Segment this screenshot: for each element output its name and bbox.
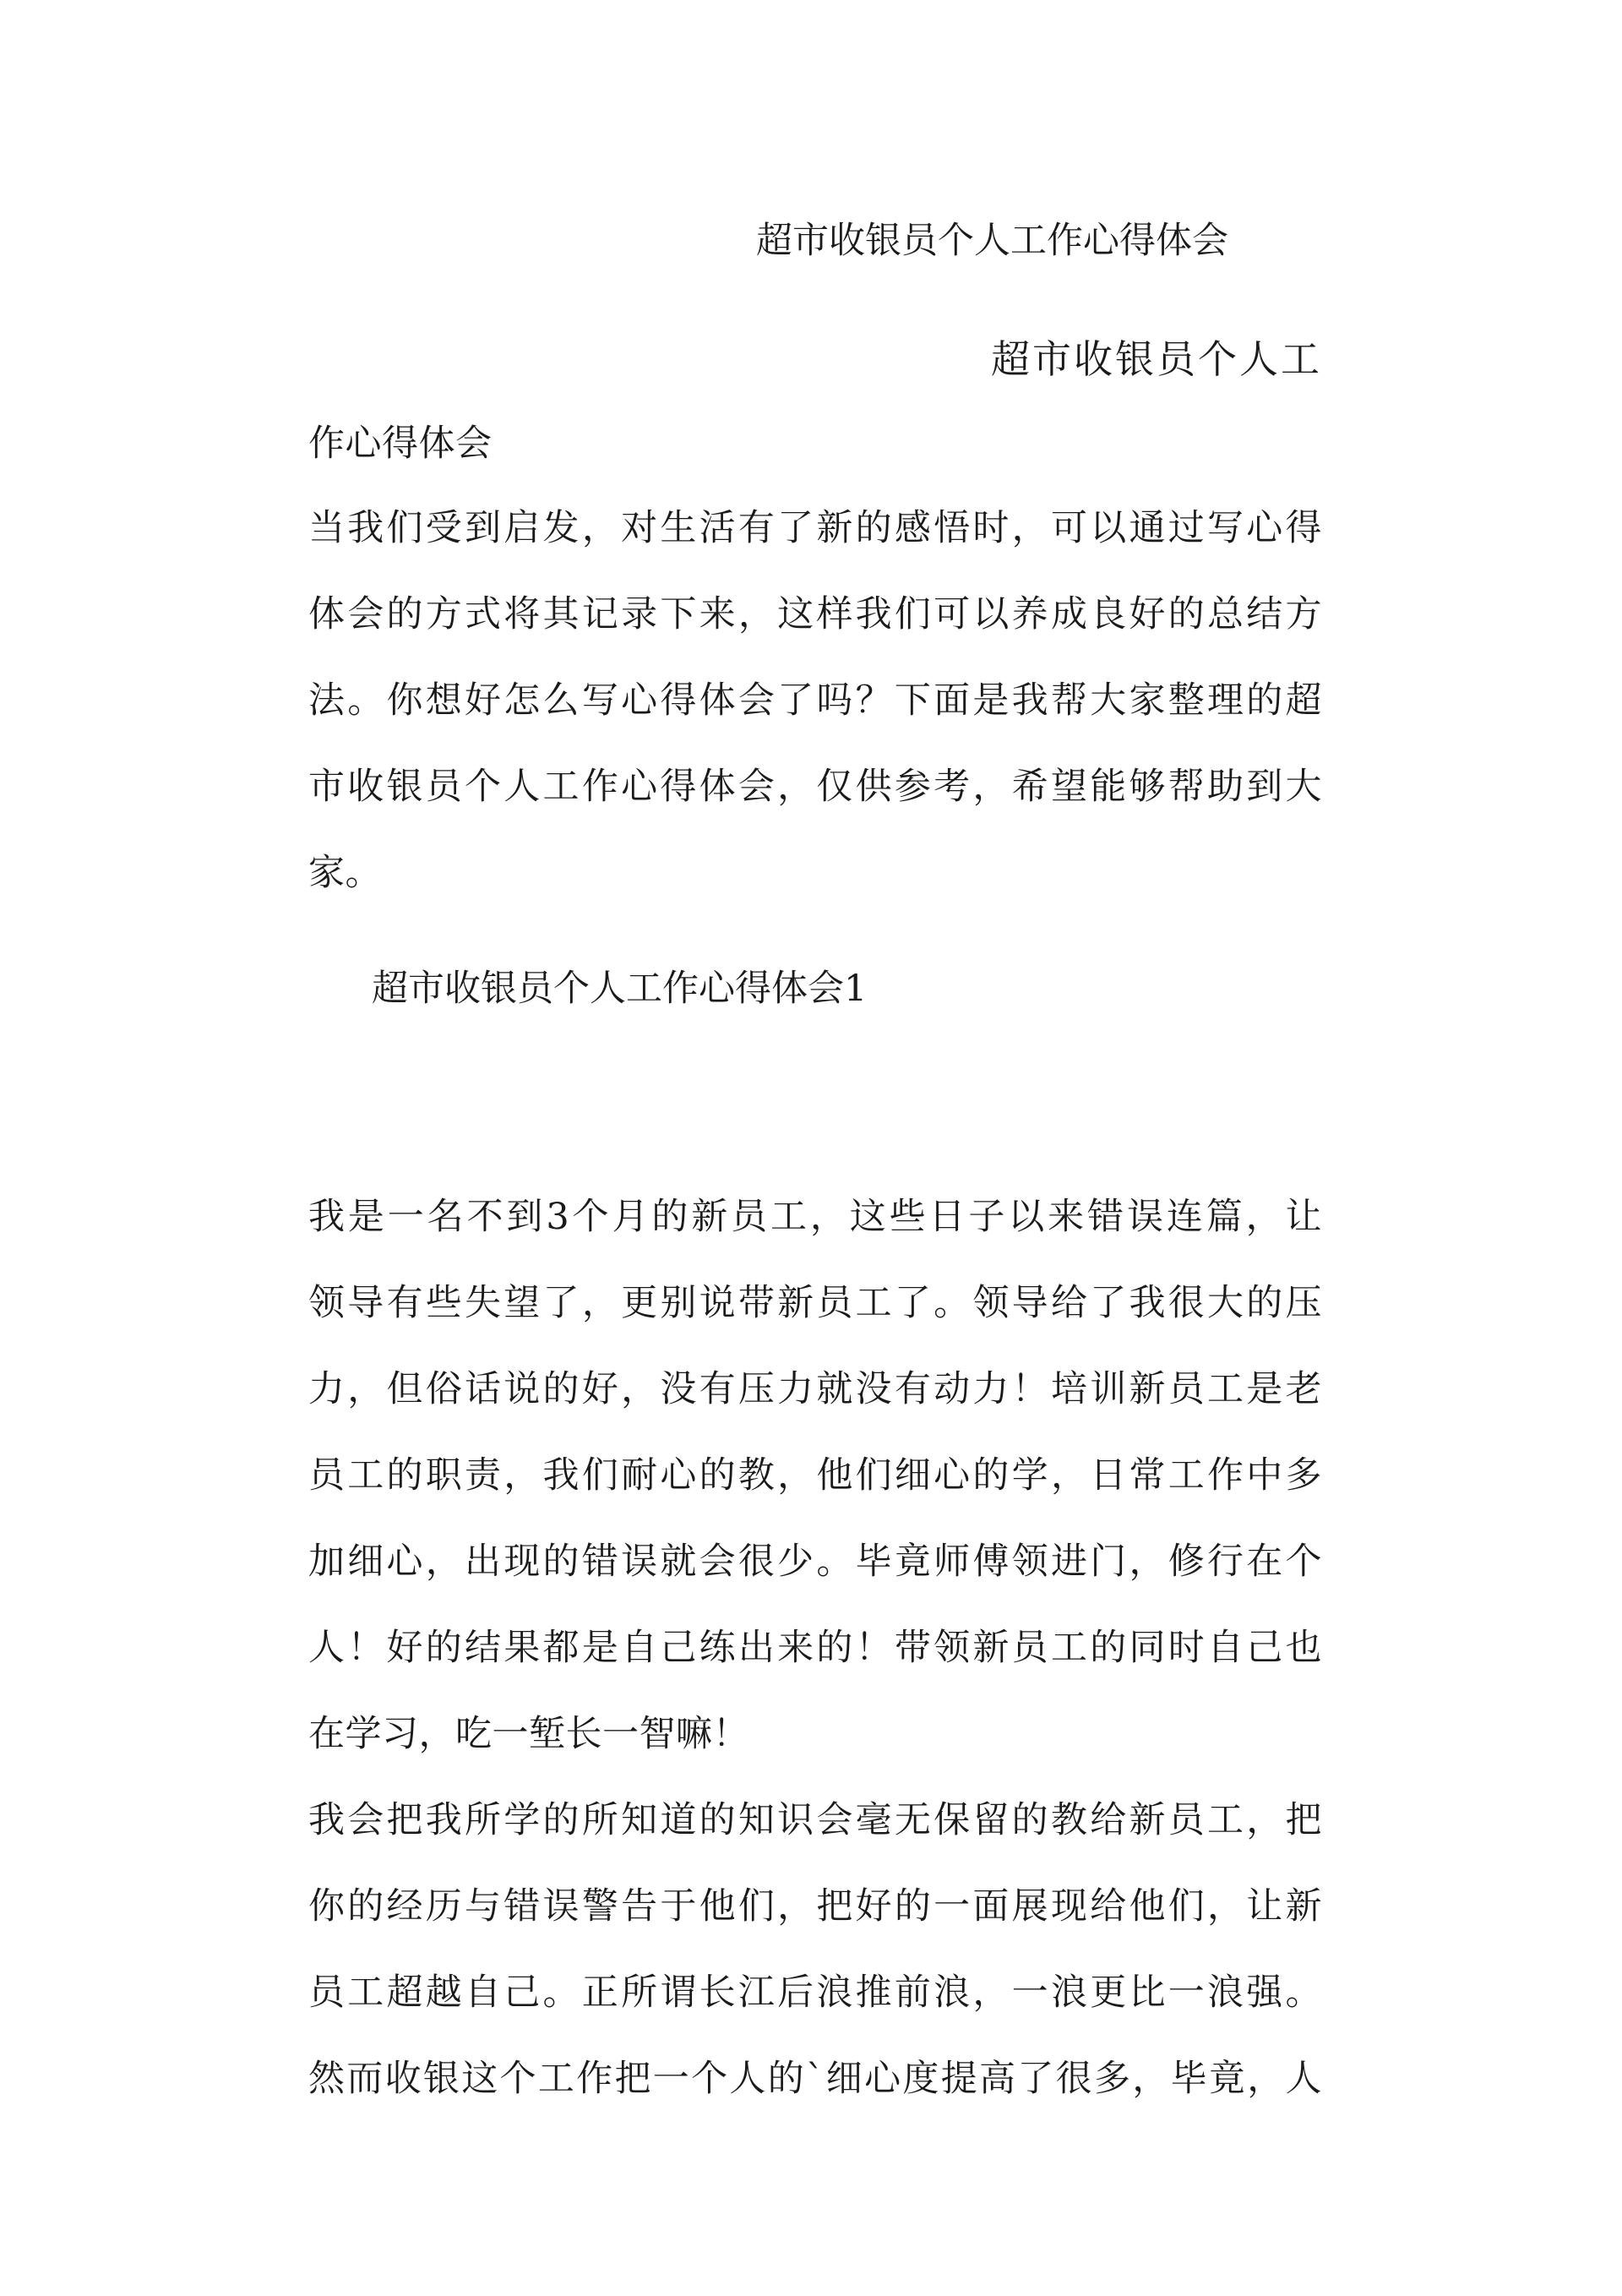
- paragraph-line: 人！好的结果都是自己练出来的！带领新员工的同时自己也: [308, 1627, 1322, 1669]
- title-part-1: 超市收银员个人工: [991, 336, 1322, 382]
- paragraph-line: 加细心，出现的错误就会很少。毕竟师傅领进门，修行在个: [308, 1541, 1322, 1583]
- paragraph-line: 领导有些失望了，更别说带新员工了。领导给了我很大的压: [308, 1282, 1322, 1324]
- section-heading: 超市收银员个人工作心得体会1: [372, 968, 868, 1010]
- paragraph-line: 员工超越自己。正所谓长江后浪推前浪，一浪更比一浪强。: [308, 1972, 1322, 2014]
- document-header-title: 超市收银员个人工作心得体会: [756, 220, 1228, 262]
- paragraph-line: 在学习，吃一堑长一智嘛！: [308, 1713, 749, 1755]
- paragraph-line: 力，但俗话说的好，没有压力就没有动力！培训新员工是老: [308, 1368, 1322, 1410]
- paragraph-line: 我会把我所学的所知道的知识会毫无保留的教给新员工，把: [308, 1799, 1322, 1841]
- intro-line: 市收银员个人工作心得体会，仅供参考，希望能够帮助到大: [308, 766, 1322, 808]
- intro-line: 当我们受到启发，对生活有了新的感悟时，可以通过写心得: [308, 507, 1322, 549]
- title-part-2: 作心得体会: [308, 423, 493, 465]
- intro-line: 法。你想好怎么写心得体会了吗？下面是我帮大家整理的超: [308, 679, 1322, 722]
- paragraph-line: 然而收银这个工作把一个人的`细心度提高了很多，毕竟，人: [308, 2058, 1322, 2100]
- paragraph-line: 我是一名不到3个月的新员工，这些日子以来错误连篇，让: [308, 1196, 1322, 1238]
- paragraph-line: 你的经历与错误警告于他们，把好的一面展现给他们，让新: [308, 1885, 1322, 1928]
- intro-line: 家。: [308, 852, 382, 894]
- intro-line: 体会的方式将其记录下来，这样我们可以养成良好的总结方: [308, 593, 1322, 635]
- paragraph-line: 员工的职责，我们耐心的教，他们细心的学，日常工作中多: [308, 1454, 1322, 1497]
